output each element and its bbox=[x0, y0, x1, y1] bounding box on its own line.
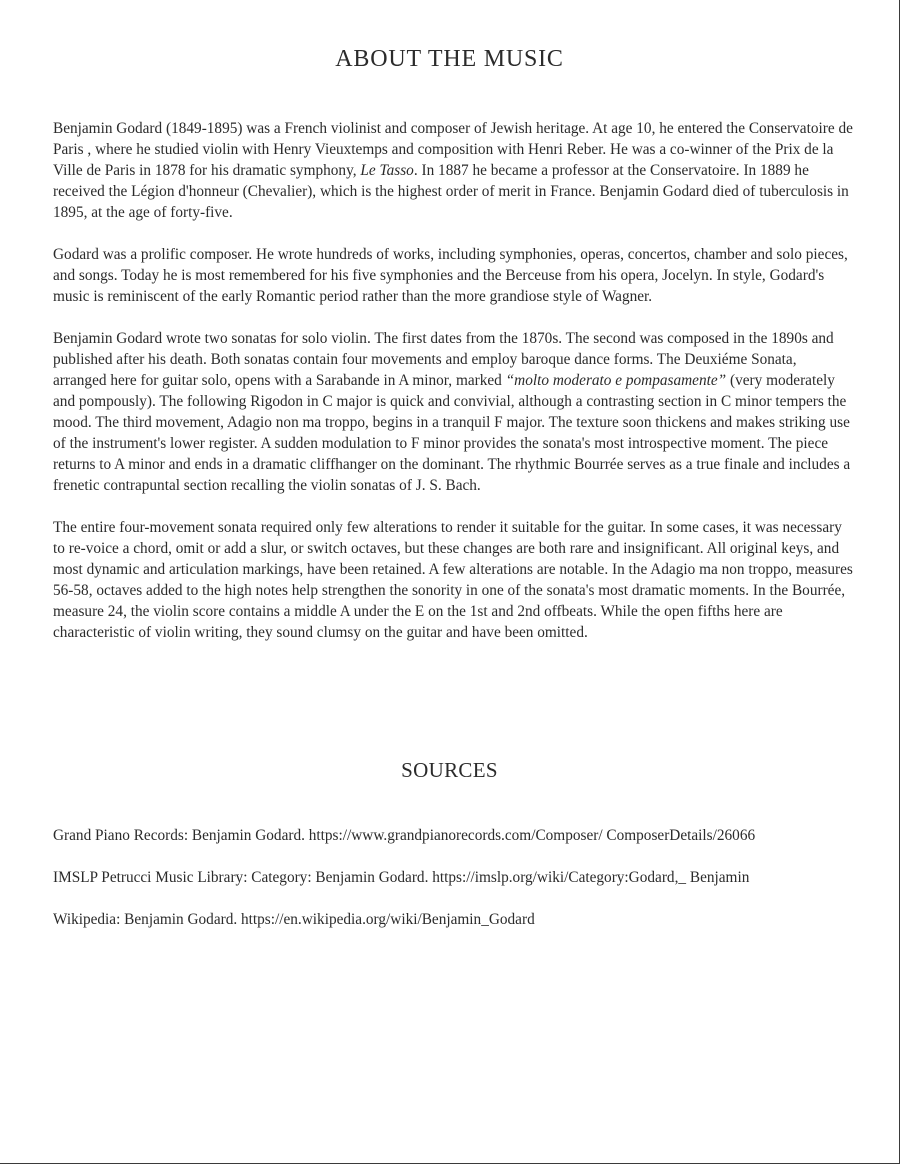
source-item: Grand Piano Records: Benjamin Godard. https://www.grandpianorecords.com/Composer/ ComposerDetails/26066 bbox=[53, 827, 756, 844]
paragraph-text: . In 1887 he became a professor at the Conservatoire. In 1889 he received the Légion d'honneur (Chevalier), which is the highest order of merit in France. Benjamin Godard died of tuberculosis in 1895, at the age of forty-five. bbox=[53, 162, 849, 221]
paragraph-sonatas bbox=[53, 328, 853, 496]
page-title: ABOUT THE MUSIC bbox=[335, 46, 564, 72]
about-body bbox=[53, 118, 853, 664]
paragraph-works: Godard was a prolific composer. He wrote hundreds of works, including symphonies, operas, concertos, chamber and solo pieces, and songs. Today he is most remembered for his five symphonies and the Berceuse from his opera, Jocelyn. In style, Godard's music is reminiscent of the early Romantic period rather than the more grandiose style of Wagner. bbox=[53, 246, 848, 305]
sources-heading: SOURCES bbox=[401, 758, 498, 782]
paragraph-text: Benjamin Godard (1849-1895) was a French violinist and composer of Jewish heritage. At age 10, he entered the Conservatoire de Paris , where he studied violin with Henry Vieuxtemps and composition with Henri Reber. He was a co-winner of the Prix de la Ville de Paris in 1878 for his dramatic symphony, bbox=[53, 120, 853, 179]
paragraph-arrangement: The entire four-movement sonata required only few alterations to render it suitable for the guitar. In some cases, it was necessary to re-voice a chord, omit or add a slur, or switch octaves, but these changes are both rare and insignificant. All original keys, and most dynamic and articulation markings, have been retained. A few alterations are notable. In the Adagio ma non troppo, measures 56-58, octaves added to the high notes help strengthen the sonority in one of the sonata's most dramatic moments. In the Bourrée, measure 24, the violin score contains a middle A under the E on the 1st and 2nd offbeats. While the open fifths here are characteristic of violin writing, they sound clumsy on the guitar and have been omitted. bbox=[53, 519, 853, 641]
tempo-marking-italic: “molto moderato e pompasamente” bbox=[505, 372, 727, 389]
paragraph-text: (very moderately and pompously). The following Rigodon in C major is quick and convivial, although a contrasting section in C minor tempers the mood. The third movement, Adagio non ma troppo, begins in a tranquil F major. The texture soon thickens and makes striking use of the instrument's lower register. A sudden modulation to F minor provides the sonata's most introspective moment. The piece returns to A minor and ends in a dramatic cliffhanger on the dominant. The rhythmic Bourrée serves as a true finale and includes a frenetic contrapuntal section recalling the violin sonatas of J. S. Bach. bbox=[53, 372, 851, 494]
paragraph-text: Benjamin Godard wrote two sonatas for solo violin. The first dates from the 1870s. The second was composed in the 1890s and published after his death. Both sonatas contain four movements and employ baroque dance forms. The Deuxiéme Sonata, arranged here for guitar solo, opens with a Sarabande in A minor, marked bbox=[53, 330, 834, 389]
sources-list bbox=[53, 825, 853, 951]
paragraph-biography bbox=[53, 118, 853, 223]
source-item: IMSLP Petrucci Music Library: Category: Benjamin Godard. https://imslp.org/wiki/Category:Godard,_ Benjamin bbox=[53, 869, 750, 886]
work-title-italic: Le Tasso bbox=[360, 162, 414, 179]
source-item: Wikipedia: Benjamin Godard. https://en.wikipedia.org/wiki/Benjamin_Godard bbox=[53, 911, 535, 928]
